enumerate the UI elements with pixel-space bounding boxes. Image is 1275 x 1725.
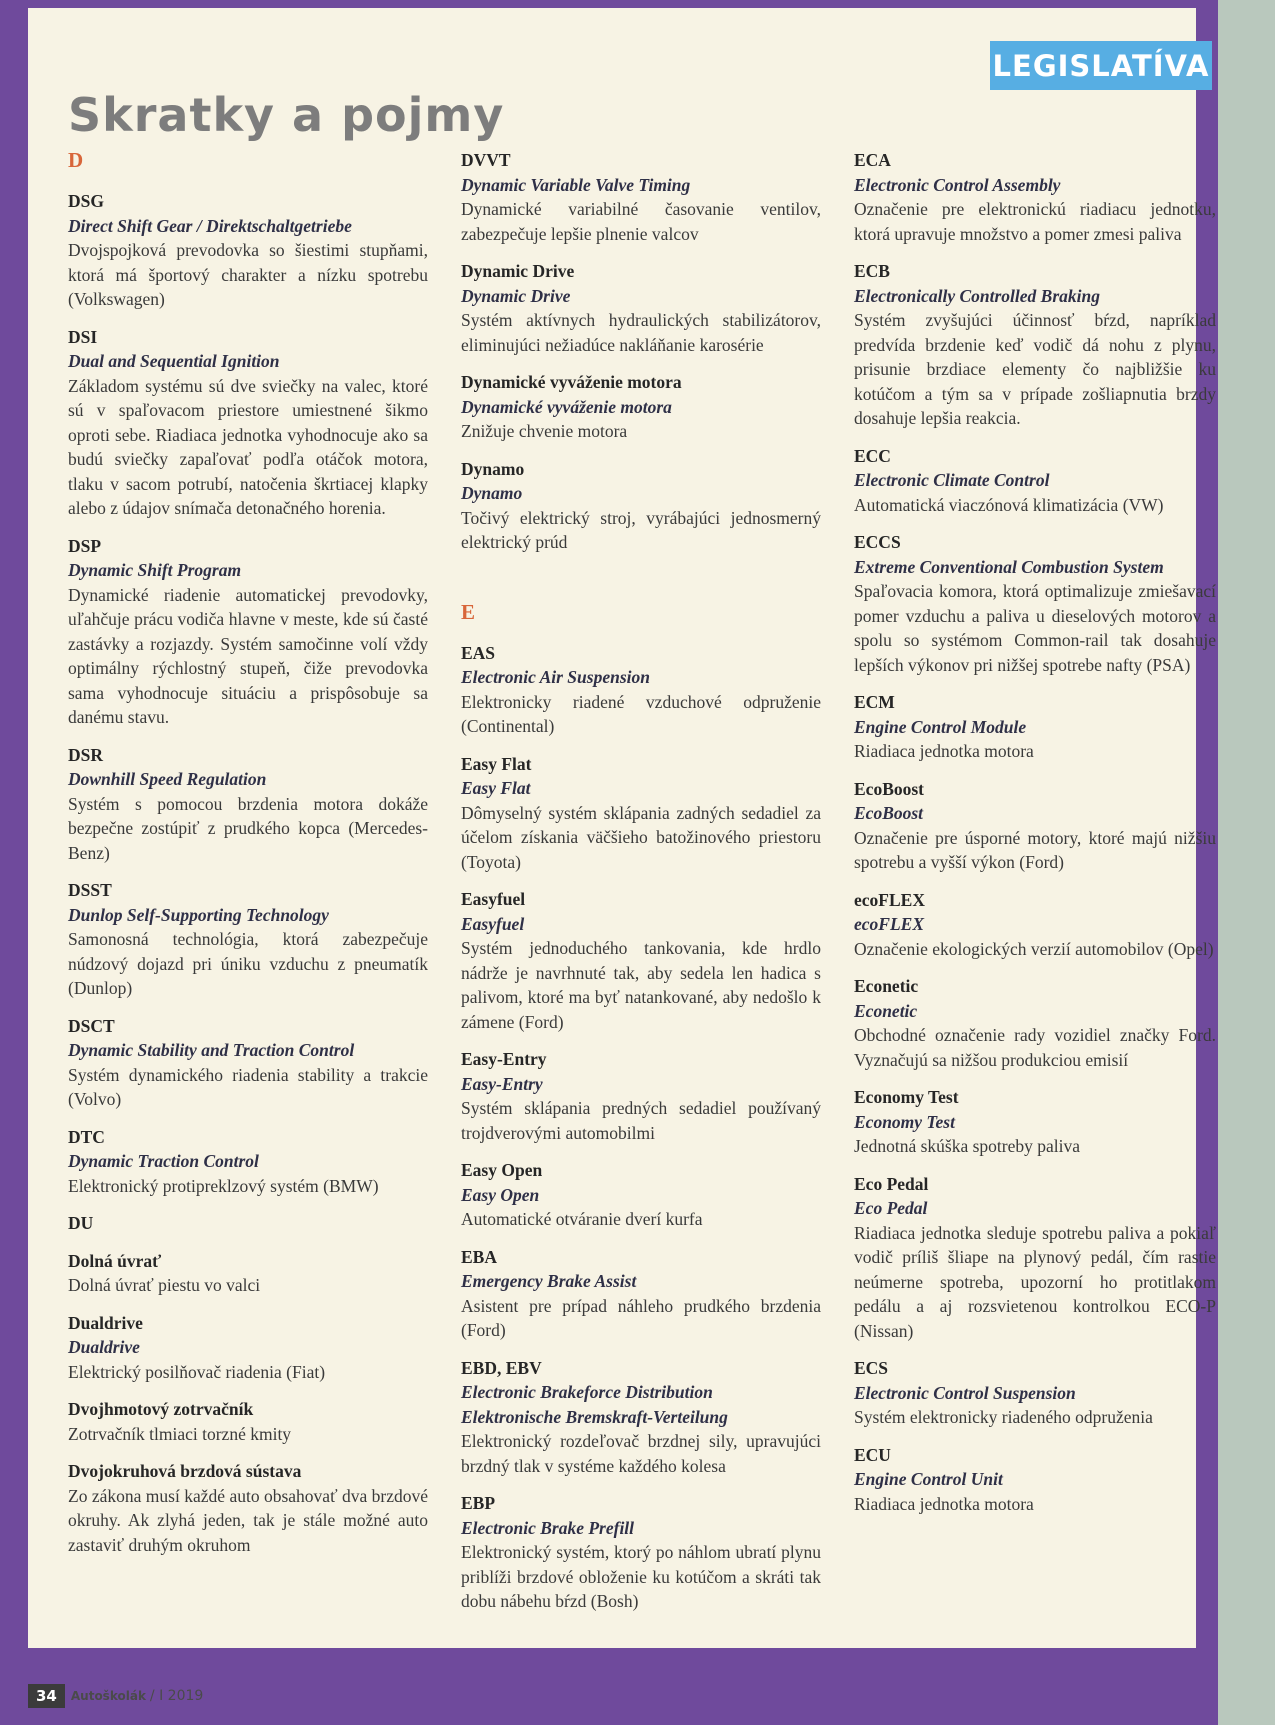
entry-term: Elektronische Bremskraft-Verteilung — [461, 1406, 728, 1427]
entry-term: Electronic Air Suspension — [461, 667, 650, 687]
entry-abbreviation: EAS — [461, 642, 496, 663]
entry-abbreviation: Dvojokruhová brzdová sústava — [68, 1461, 302, 1481]
entry-description: Systém s pomocou brzdenia motora dokáže bezpečne zostúpiť z prudkého kopca (Mercedes-Benz) — [68, 793, 428, 863]
entry-term: Dynamic Traction Control — [68, 1151, 259, 1171]
entry-abbreviation: EBP — [461, 1493, 496, 1513]
entry-description: Systém zvyšujúci účinnosť bŕzd, napríklad predvída brzdenie keď vodič dá nohu z plynu, prisunie brzdiace elementy čo najbližšie ku kotúčom a tým sa v prípade zošliapnutia brzdy dosahuje lepšia reakcia. — [854, 310, 1216, 428]
entry-description: Elektronický rozdeľovač brzdnej sily, upravujúci brzdný tlak v systéme každého kolesa — [461, 1431, 821, 1476]
entry-description: Systém aktívnych hydraulických stabilizátorov, eliminujúci nežiadúce nakláňanie karosérie — [461, 310, 821, 355]
section-letter: E — [461, 599, 476, 624]
entry-abbreviation: Dvojhmotový zotrvačník — [68, 1399, 254, 1419]
entry-abbreviation: Easyfuel — [461, 889, 526, 909]
entry-abbreviation: DTC — [68, 1126, 105, 1147]
glossary-entry — [461, 259, 821, 357]
entry-term: Electronically Controlled Braking — [854, 285, 1100, 306]
glossary-entry — [68, 1311, 428, 1385]
entry-description: Zotrvačník tlmiaci torzné kmity — [68, 1423, 292, 1444]
glossary-entry — [854, 777, 1216, 875]
entry-description: Znižuje chvenie motora — [461, 421, 628, 441]
page — [28, 8, 1216, 1648]
entry-abbreviation: Easy-Entry — [461, 1049, 547, 1069]
entry-abbreviation: DSCT — [68, 1015, 115, 1036]
issue-number: / I 2019 — [149, 1688, 204, 1704]
entry-abbreviation: Dynamo — [461, 458, 525, 479]
entry-abbreviation: DSR — [68, 744, 104, 765]
glossary-entry — [68, 878, 428, 1001]
entry-abbreviation: Eco Pedal — [854, 1173, 929, 1194]
entry-description: Riadiaca jednotka motora — [854, 1493, 1034, 1514]
magazine-name: Autoškolák — [70, 1689, 146, 1703]
glossary-entry — [461, 148, 821, 246]
entry-term: Easy Open — [461, 1184, 540, 1205]
entry-term: Dynamic Drive — [461, 285, 571, 306]
glossary-entry — [854, 1172, 1216, 1344]
entry-abbreviation: EcoBoost — [854, 778, 924, 799]
entry-description: Dynamické variabilné časovanie ventilov, zabezpečuje lepšie plnenie valcov — [461, 199, 821, 244]
entry-description: Automatická viaczónová klimatizácia (VW) — [854, 494, 1164, 515]
entry-description: Základom systému sú dve sviečky na valec, ktoré sú v spaľovacom priestore umiestnené šikmo oproti sebe. Riadiaca jednotka vyhodnocuje ako sa budú sviečky zapaľovať podľa otáčok motora, tlaku v sacom potrubí, natočenia škrtiacej klapky alebo z údajov snímača detonačného horenia. — [68, 375, 428, 518]
entry-term: Direct Shift Gear / Direktschaltgetriebe — [68, 215, 352, 236]
entry-term: EcoBoost — [854, 803, 924, 823]
glossary-entry — [68, 534, 428, 730]
entry-description: Systém elektronicky riadeného odpruženia — [854, 1407, 1153, 1427]
entry-term: Easy-Entry — [461, 1073, 543, 1094]
entry-description: Spaľovacia komora, ktorá optimalizuje zmiešavací pomer vzduchu a paliva u dieselových motorov a spolu so systémom Common-rail tak dosahuje lepších výkonov pri nižšej spotrebe nafty (PSA) — [854, 581, 1216, 675]
entry-abbreviation: Economy Test — [854, 1087, 959, 1107]
column-1 — [68, 148, 428, 1570]
entry-description: Systém jednoduchého tankovania, kde hrdlo nádrže je navrhnuté tak, aby sedela len hadica s palivom, ktoré ma byť natankované, aby nedošlo k zámene (Ford) — [461, 938, 821, 1032]
glossary-entry — [854, 1356, 1216, 1430]
glossary-entry — [461, 457, 821, 555]
entry-term: Electronic Brake Prefill — [461, 1517, 635, 1538]
entry-description: Točivý elektrický stroj, vyrábajúci jednosmerný elektrický prúd — [461, 507, 821, 552]
entry-description: Elektronicky riadené vzduchové odpruženie (Continental) — [461, 691, 821, 736]
glossary-entry — [461, 752, 821, 875]
entry-abbreviation: EBA — [461, 1246, 497, 1267]
entry-term: Econetic — [854, 1000, 918, 1021]
entry-term: Electronic Brakeforce Distribution — [461, 1382, 713, 1402]
entry-abbreviation: DSST — [68, 880, 112, 900]
entry-description: Systém sklápania predných sedadiel používaný trojdverovými automobilmi — [461, 1098, 821, 1143]
glossary-entry — [68, 325, 428, 521]
glossary-entry — [68, 1125, 428, 1199]
glossary-entry — [461, 1047, 821, 1145]
entry-abbreviation: Dynamic Drive — [461, 261, 575, 281]
glossary-entry — [461, 641, 821, 739]
entry-description: Riadiaca jednotka sleduje spotrebu paliva a pokiaľ vodič príliš šliape na plynový pedál, čím rastie neúmerne spotreba, upozorní ho protitlakom pedálu a aj rozsvietenou kontrolkou ECO-P (Nissan) — [854, 1222, 1216, 1341]
entry-term: Engine Control Module — [854, 716, 1027, 737]
entry-term: Dynamo — [461, 483, 523, 503]
entry-description: Samonosná technológia, ktorá zabezpečuje núdzový dojazd pri úniku vzduchu z pneumatík (Dunlop) — [68, 929, 428, 998]
entry-abbreviation: Easy Open — [461, 1160, 543, 1180]
page-number: 34 — [28, 1684, 65, 1708]
entry-description: Dolná úvrať piestu vo valci — [68, 1275, 261, 1295]
glossary-entry — [854, 1085, 1216, 1159]
entry-abbreviation: Econetic — [854, 976, 919, 996]
entry-abbreviation: ECA — [854, 150, 891, 170]
entry-abbreviation: ECM — [854, 692, 895, 712]
entry-term: Dual and Sequential Ignition — [68, 351, 280, 371]
entry-abbreviation: Dualdrive — [68, 1312, 143, 1333]
entry-term: Easy Flat — [461, 778, 531, 798]
glossary-entry — [854, 148, 1216, 246]
entry-term: Extreme Conventional Combustion System — [854, 556, 1164, 577]
entry-description: Obchodné označenie rady vozidiel značky Ford. Vyznačujú sa nižšou produkciou emisií — [854, 1025, 1216, 1070]
entry-abbreviation: ECCS — [854, 532, 901, 552]
entry-abbreviation: DU — [68, 1213, 94, 1233]
entry-term: Engine Control Unit — [854, 1469, 1003, 1489]
entry-term: Dynamic Variable Valve Timing — [461, 174, 691, 195]
entry-description: Dynamické riadenie automatickej prevodovky, uľahčuje prácu vodiča hlavne v meste, kde sú časté zastávky a rozjazdy. Systém samočinne volí vždy optimálny rýchlostný stupeň, čiže prevodovka sama vyhodnocuje situáciu a prispôsobuje sa danému stavu. — [68, 584, 428, 727]
entry-description: Automatické otváranie dverí kurfa — [461, 1209, 703, 1229]
entry-term: Emergency Brake Assist — [461, 1271, 637, 1291]
entry-term: Electronic Climate Control — [854, 470, 1050, 490]
entry-description: Elektronický protipreklzový systém (BMW) — [68, 1175, 379, 1196]
glossary-entry — [68, 1397, 428, 1446]
glossary-entry — [854, 259, 1216, 431]
glossary-entry — [461, 887, 821, 1034]
section-spacer — [461, 568, 821, 600]
entry-term: Eco Pedal — [854, 1198, 928, 1218]
entry-abbreviation: DSI — [68, 326, 98, 347]
glossary-entry — [854, 974, 1216, 1072]
glossary-entry — [68, 1211, 428, 1236]
entry-abbreviation: EBD, EBV — [461, 1357, 542, 1378]
glossary-entry — [68, 743, 428, 866]
entry-description: Dômyselný systém sklápania zadných sedadiel za účelom získania väčšieho batožinového priestoru (Toyota) — [461, 802, 821, 872]
entry-description: Asistent pre prípad náhleho prudkého brzdenia (Ford) — [461, 1295, 821, 1340]
entry-description: Dvojspojková prevodovka so šiestimi stupňami, ktorá má športový charakter a nízku spotrebu (Volkswagen) — [68, 240, 428, 309]
page-title: Skratky a pojmy — [68, 88, 505, 142]
entry-description: Označenie pre elektronickú riadiacu jednotku, ktorá upravuje množstvo a pomer zmesi paliva — [854, 199, 1216, 244]
entry-term: Dynamic Shift Program — [68, 560, 242, 580]
entry-term: ecoFLEX — [854, 914, 924, 934]
glossary-entry — [854, 444, 1216, 518]
glossary-entry — [854, 888, 1216, 962]
glossary-entry — [461, 1158, 821, 1232]
entry-abbreviation: Easy Flat — [461, 753, 532, 774]
column-3 — [854, 148, 1216, 1529]
entry-term: Electronic Control Suspension — [854, 1382, 1076, 1403]
entry-term: Dunlop Self-Supporting Technology — [68, 904, 329, 925]
entry-term: Economy Test — [854, 1111, 955, 1132]
section-letter: D — [68, 148, 84, 172]
entry-description: Zo zákona musí každé auto obsahovať dva brzdové okruhy. Ak zlyhá jeden, tak je stále možné auto zastaviť druhým okruhom — [68, 1485, 428, 1555]
entry-abbreviation: Dynamické vyváženie motora — [461, 372, 682, 392]
entry-term: Easyfuel — [461, 913, 525, 934]
entry-description: Označenie ekologických verzií automobilov (Opel) — [854, 938, 1214, 959]
glossary-entry — [461, 370, 821, 444]
entry-term: Downhill Speed Regulation — [68, 769, 267, 789]
glossary-entry — [68, 1014, 428, 1112]
entry-description: Jednotná skúška spotreby paliva — [854, 1136, 1080, 1156]
entry-abbreviation: ecoFLEX — [854, 889, 925, 910]
glossary-entry — [854, 1443, 1216, 1517]
section-tag: LEGISLATÍVA — [990, 41, 1212, 90]
entry-description: Systém dynamického riadenia stability a trakcie (Volvo) — [68, 1064, 428, 1109]
entry-term: Dynamické vyváženie motora — [461, 396, 672, 417]
glossary-entry — [461, 1356, 821, 1479]
glossary-entry — [68, 1459, 428, 1557]
entry-term: Dynamic Stability and Traction Control — [68, 1040, 355, 1060]
footer — [28, 1684, 203, 1708]
entry-abbreviation: Dolná úvrať — [68, 1250, 162, 1271]
entry-abbreviation: DSG — [68, 191, 104, 211]
entry-abbreviation: ECC — [854, 445, 891, 466]
glossary-entry — [68, 1249, 428, 1298]
entry-abbreviation: DSP — [68, 535, 102, 556]
glossary-entry — [854, 690, 1216, 764]
entry-description: Elektrický posilňovač riadenia (Fiat) — [68, 1361, 326, 1382]
entry-description: Elektronický systém, ktorý po náhlom ubratí plynu priblíži brzdové obloženie ku kotúčom a skráti tak dobu nábehu bŕzd (Bosh) — [461, 1542, 821, 1611]
entry-abbreviation: ECS — [854, 1358, 889, 1378]
glossary-entry — [461, 1491, 821, 1614]
entry-abbreviation: DVVT — [461, 150, 511, 170]
entry-abbreviation: ECB — [854, 261, 890, 281]
glossary-entry — [461, 1245, 821, 1343]
entry-term: Dualdrive — [68, 1337, 140, 1357]
entry-description: Riadiaca jednotka motora — [854, 741, 1034, 761]
entry-abbreviation: ECU — [854, 1444, 891, 1465]
glossary-entry — [68, 189, 428, 312]
column-2 — [461, 148, 821, 1627]
entry-term: Electronic Control Assembly — [854, 174, 1061, 195]
glossary-entry — [854, 530, 1216, 677]
entry-description: Označenie pre úsporné motory, ktoré majú nižšiu spotrebu a vyšší výkon (Ford) — [854, 827, 1216, 872]
